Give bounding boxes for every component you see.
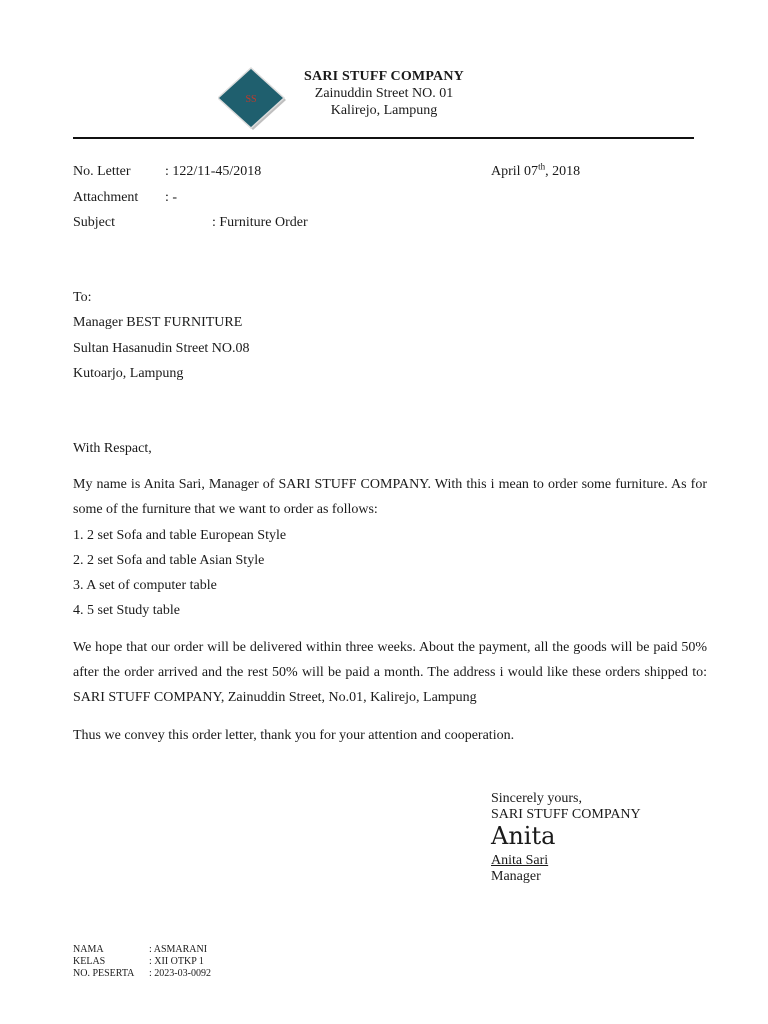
closing-line: Thus we convey this order letter, thank you for your attention and cooperation.	[73, 728, 515, 743]
list-item: 2. 2 set Sofa and table Asian Style	[73, 553, 265, 568]
no-letter-value: : 122/11-45/2018	[165, 164, 262, 179]
footer-kelas-label: KELAS	[73, 956, 106, 967]
payment-paragraph: We hope that our order will be delivered within three weeks. About the payment, all the goods will be paid 50% after the order arrived and the rest 50% will be paid a month. The address i would like these orders shipped to: SARI STUFF COMPANY, Zainuddin Street, No.01, Kalirejo, Lampung	[73, 640, 707, 705]
footer-peserta	[73, 968, 211, 980]
greeting: With Respact,	[73, 441, 152, 456]
subject-label: Subject	[73, 215, 115, 230]
attachment-label: Attachment	[73, 190, 139, 205]
recipient-line3: Kutoarjo, Lampung	[73, 366, 184, 381]
recipient-line2: Sultan Hasanudin Street NO.08	[73, 341, 250, 356]
date-sup: th	[538, 161, 546, 172]
footer-nama-value: : ASMARANI	[149, 944, 208, 955]
signatory-title: Manager	[491, 869, 541, 884]
footer-peserta-label: NO. PESERTA	[73, 968, 135, 979]
sincerely-line: Sincerely yours,	[491, 791, 582, 806]
letterhead-divider	[73, 137, 694, 139]
recipient-to: To:	[73, 290, 92, 305]
footer-nama-label: NAMA	[73, 944, 104, 955]
subject-value: : Furniture Order	[212, 215, 308, 230]
footer-peserta-value: : 2023-03-0092	[149, 968, 211, 979]
date-prefix: April 07	[491, 164, 539, 179]
intro-paragraph: My name is Anita Sari, Manager of SARI STUFF COMPANY. With this i mean to order some furniture. As for some of the furniture that we want to order as follows:	[73, 477, 707, 517]
no-letter-label: No. Letter	[73, 164, 131, 179]
footer-nama	[73, 944, 207, 956]
signature-handwritten: Anita	[491, 822, 556, 850]
company-address-line2: Kalirejo, Lampung	[330, 103, 438, 118]
letterhead	[276, 68, 492, 119]
letter-date	[491, 161, 581, 180]
company-address-line1: Zainuddin Street NO. 01	[314, 86, 454, 101]
recipient-line1: Manager BEST FURNITURE	[73, 315, 243, 330]
date-suffix: , 2018	[545, 164, 581, 179]
signatory-name: Anita Sari	[491, 853, 549, 868]
list-item: 3. A set of computer table	[73, 578, 217, 593]
footer-kelas-value: : XII OTKP 1	[149, 956, 204, 967]
signature-company: SARI STUFF COMPANY	[491, 807, 641, 822]
attachment-value: : -	[165, 190, 178, 205]
logo-text: SS	[245, 94, 257, 105]
company-name: SARI STUFF COMPANY	[304, 69, 464, 84]
footer-kelas	[73, 956, 204, 968]
list-item: 1. 2 set Sofa and table European Style	[73, 528, 287, 543]
list-item: 4. 5 set Study table	[73, 603, 180, 618]
